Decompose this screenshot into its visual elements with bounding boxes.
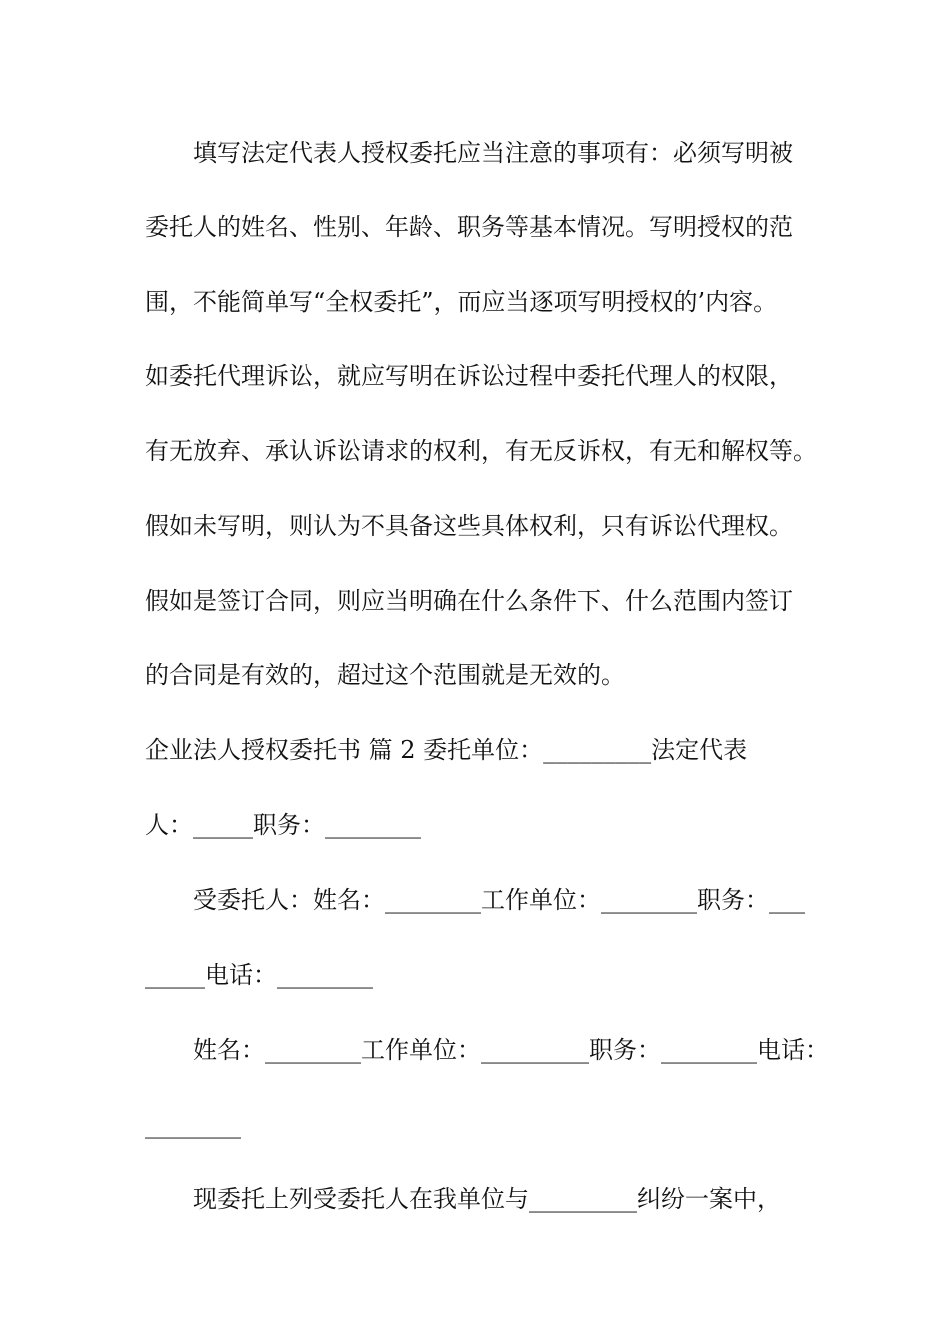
form-line-trustee-2: 姓名：________工作单位：_________职务：________电话：: [193, 1036, 829, 1064]
paragraph-line-4: 如委托代理诉讼，就应写明在诉讼过程中委托代理人的权限，: [145, 362, 793, 390]
form-line-trustee-1-cont: _____电话：________: [145, 961, 373, 989]
form-line-trustee-1: 受委托人：姓名：________工作单位：________职务：___: [193, 886, 805, 914]
paragraph-line-7: 假如是签订合同，则应当明确在什么条件下、什么范围内签订: [145, 587, 793, 615]
paragraph-line-3: 围，不能简单写“全权委托”，而应当逐项写明授权的’内容。: [145, 288, 778, 316]
paragraph-line-5: 有无放弃、承认诉讼请求的权利，有无反诉权，有无和解权等。: [145, 437, 817, 465]
section-heading-line: 企业法人授权委托书 篇 2 委托单位：_________法定代表: [145, 736, 748, 764]
form-line-authorization: 现委托上列受委托人在我单位与_________纠纷一案中，: [193, 1185, 781, 1213]
paragraph-line-2: 委托人的姓名、性别、年龄、职务等基本情况。写明授权的范: [145, 213, 793, 241]
paragraph-line-6: 假如未写明，则认为不具备这些具体权利，只有诉讼代理权。: [145, 512, 793, 540]
paragraph-line-1: 填写法定代表人授权委托应当注意的事项有：必须写明被: [193, 139, 793, 167]
form-line-trustee-2-cont: ________: [145, 1111, 241, 1139]
form-line-legal-rep: 人：_____职务：________: [145, 811, 421, 839]
paragraph-line-8: 的合同是有效的，超过这个范围就是无效的。: [145, 661, 625, 689]
